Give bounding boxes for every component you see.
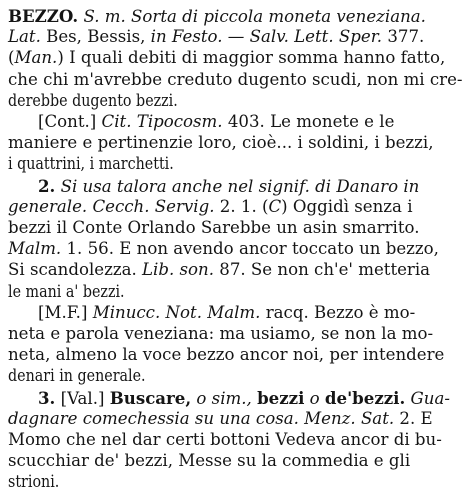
- entry-text-segment: 2. E: [394, 408, 433, 428]
- entry-text-segment: neta, almeno la voce bezzo ancor noi, per intendere: [8, 345, 445, 365]
- entry-text-segment: 3.: [38, 387, 56, 408]
- entry-text-segment: in Festo. — Salv. Lett. Sper.: [150, 27, 383, 47]
- entry-text-segment: le mani a' bezzi.: [8, 281, 125, 301]
- entry-text-segment: denari in generale.: [8, 366, 146, 386]
- entry-text-segment: Si usa talora anche nel signif. di Danaro in: [55, 176, 420, 196]
- entry-text-segment: i quattrini, i marchetti.: [8, 154, 174, 174]
- entry-text-segment: de'bezzi.: [324, 387, 406, 408]
- entry-text-segment: Lib. son.: [142, 260, 214, 280]
- entry-text-segment: Buscare,: [109, 387, 192, 408]
- entry-text-segment: o sim.,: [191, 388, 258, 408]
- entry-text-segment: Lat.: [8, 27, 41, 47]
- entry-text-segment: strioni.: [8, 472, 60, 492]
- entry-text-segment: o: [304, 388, 325, 408]
- entry-text-segment: Cit. Tipocosm.: [101, 112, 223, 131]
- entry-text-segment: C: [268, 196, 282, 216]
- entry-text-segment: che chi m'avrebbe creduto dugento scudi, non mi cre-: [8, 69, 463, 89]
- entry-text-segment: 377.: [382, 27, 425, 47]
- entry-text-segment: 403. Le monete e le: [222, 112, 395, 131]
- entry-text-segment: Malm.: [8, 239, 62, 259]
- entry-text-segment: BEZZO.: [8, 6, 79, 26]
- entry-text-segment: Momo che nel dar certi bottoni Vedeva ancor di bu-: [8, 430, 442, 449]
- entry-text-segment: Si scandolezza.: [8, 260, 143, 280]
- entry-text-segment: 2.: [38, 175, 56, 196]
- entry-text-segment: 2. 1. (: [214, 196, 269, 216]
- entry-text-segment: derebbe dugento bezzi.: [8, 90, 178, 110]
- entry-line: [8, 469, 400, 495]
- entry-text-segment: (: [8, 48, 15, 68]
- entry-text-segment: bezzi: [257, 387, 305, 408]
- entry-text-segment: 87. Se non ch'e' metteria: [213, 260, 431, 280]
- entry-text-segment: Minucc. Not. Malm.: [92, 302, 261, 322]
- entry-text-segment: generale. Cecch. Servig.: [8, 196, 215, 216]
- entry-text-segment: ) Oggidì senza i: [281, 196, 413, 216]
- entry-text-segment: maniere e pertinenzie loro, cioè... i soldini, i bezzi,: [8, 133, 434, 153]
- entry-text-segment: [Cont.]: [38, 112, 102, 131]
- entry-text-segment: neta e parola veneziana: ma usiamo, se non la mo-: [8, 324, 434, 343]
- entry-text-segment: bezzi il Conte Orlando Sarebbe un asin smarrito.: [8, 218, 420, 237]
- entry-text-segment: [M.F.]: [38, 302, 93, 322]
- entry-text-segment: Man.: [14, 48, 58, 68]
- entry-text-segment: S. m. Sorta di piccola moneta veneziana.: [78, 7, 426, 26]
- entry-text-segment: scucchiar de' bezzi, Messe su la commedia e gli: [8, 451, 411, 471]
- entry-text-segment: [Val.]: [55, 388, 110, 408]
- entry-text-segment: ) I quali debiti di maggior somma hanno fatto,: [57, 48, 446, 68]
- entry-text-segment: Gua-: [405, 388, 450, 408]
- dictionary-entry-bezzo: [8, 3, 464, 491]
- entry-text-segment: 1. 56. E non avendo ancor toccato un bezzo,: [61, 239, 439, 259]
- entry-text-segment: racq. Bezzo è mo-: [260, 302, 416, 322]
- entry-text-segment: dagnare comechessia su una cosa. Menz. Sat.: [8, 408, 395, 428]
- entry-text-segment: Bes, Bessis,: [40, 27, 151, 47]
